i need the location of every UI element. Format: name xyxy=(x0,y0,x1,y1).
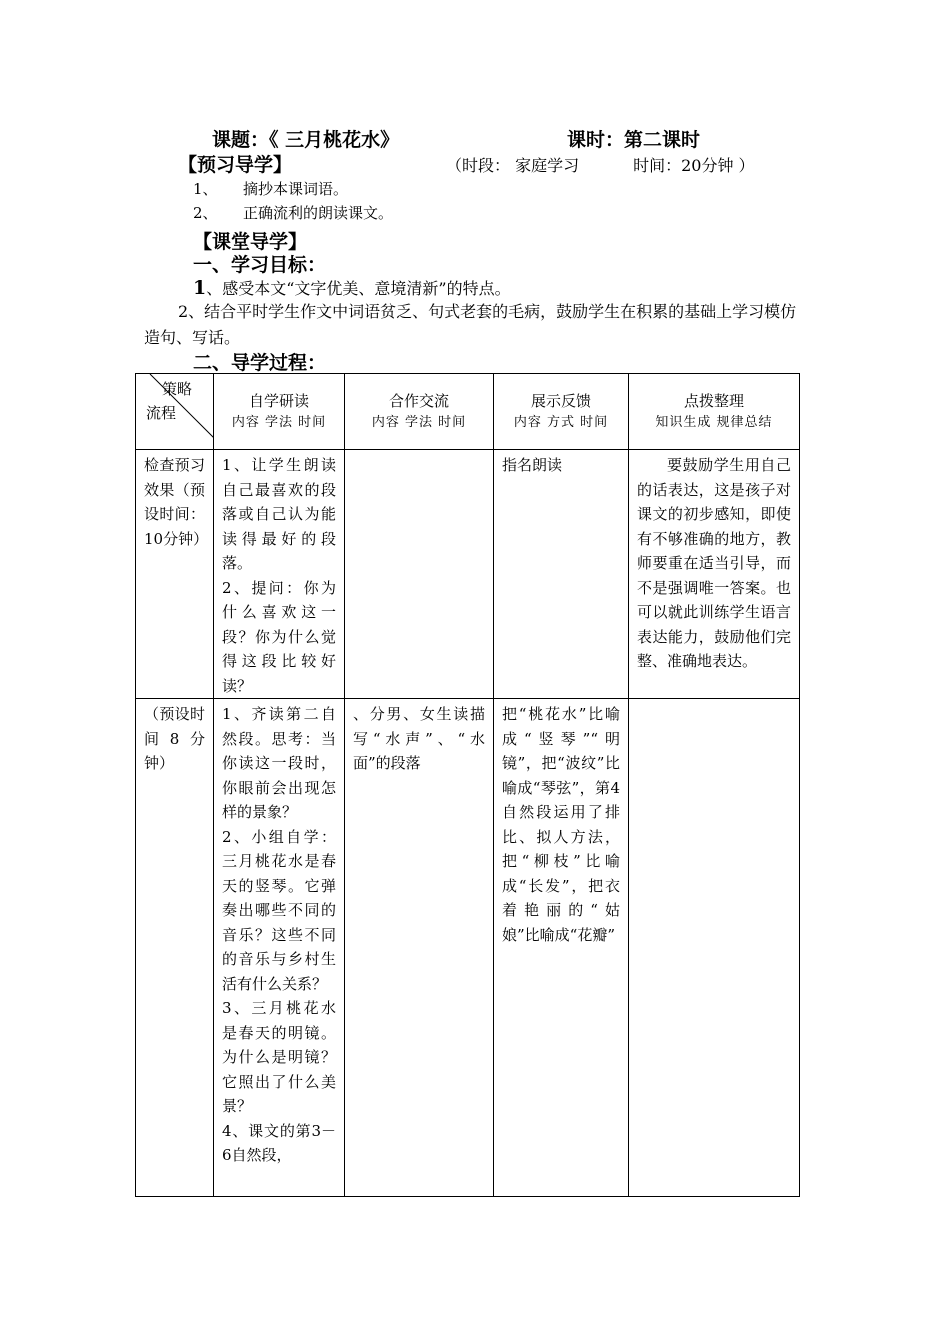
self-study-cell xyxy=(214,699,345,1197)
diagonal-header-bottom: 流程 xyxy=(146,404,177,422)
column-header xyxy=(494,374,629,450)
course-title: 课题：《 三月桃花水》 xyxy=(212,129,400,151)
summary-cell xyxy=(629,699,800,1197)
goal-number: 1 xyxy=(193,277,207,299)
task-text: 正确流利的朗读课文。 xyxy=(243,204,394,222)
summary-text xyxy=(629,699,799,702)
preview-meta xyxy=(446,153,755,176)
stage-text: 检查预习效果（预设时间：10分钟） xyxy=(144,456,209,548)
column-subtitle: 内容 学法 时间 xyxy=(231,414,327,430)
feedback-cell xyxy=(494,450,629,699)
summary-cell xyxy=(629,450,800,699)
diagonal-header-top: 策略 xyxy=(162,380,193,398)
table-header-row xyxy=(136,374,800,450)
table-row xyxy=(136,699,800,1197)
task-text: 摘抄本课词语。 xyxy=(243,180,349,198)
diagonal-header-cell xyxy=(136,374,214,450)
cooperation-text xyxy=(345,450,493,453)
self-study-item: 1、让学生朗读自己最喜欢的段落或自己认为能读得最好的段落。 xyxy=(222,456,336,572)
cooperation-cell xyxy=(345,450,494,699)
feedback-text: 指名朗读 xyxy=(502,456,563,474)
column-title: 点拨整理 xyxy=(683,391,744,410)
stage-text: （预设时间8分钟） xyxy=(144,705,205,772)
table-row xyxy=(136,450,800,699)
column-header xyxy=(345,374,494,450)
process-heading: 二、导学过程： xyxy=(193,352,327,374)
column-title: 自学研读 xyxy=(248,391,309,410)
title-line xyxy=(212,125,701,152)
course-period: 课时：第二课时 xyxy=(567,129,701,151)
self-study-cell xyxy=(214,450,345,699)
feedback-cell xyxy=(494,699,629,1197)
preview-task xyxy=(193,178,348,199)
summary-text: 要鼓励学生用自己的话表达，这是孩子对课文的初步感知，即使有不够准确的地方，教师要重在适当引导，而不是强调唯一答案。也可以就此训练学生语言表达能力，鼓励他们完整、准确地表达。 xyxy=(637,456,791,670)
goal-item xyxy=(193,276,511,299)
task-number: 2、 xyxy=(193,204,218,222)
column-subtitle: 内容 学法 时间 xyxy=(371,414,467,430)
column-title: 合作交流 xyxy=(388,391,449,410)
stage-cell xyxy=(136,699,214,1197)
column-title: 展示反馈 xyxy=(530,391,591,410)
task-number: 1、 xyxy=(193,180,218,198)
classroom-heading: 【课堂导学】 xyxy=(193,231,308,253)
self-study-item: 1、齐读第二自然段。思考：当你读这一段时，你眼前会出现怎样的景象？ xyxy=(222,705,336,821)
preview-time-segment: （时段： 家庭学习 xyxy=(446,156,580,175)
column-subtitle: 知识生成 规律总结 xyxy=(655,414,773,430)
goal-item: 2、结合平时学生作文中词语贫乏、句式老套的毛病，鼓励学生在积累的基础上学习模仿造句、写话。 xyxy=(144,302,797,347)
cooperation-text: 、分男、女生读描写“水声”、“水面”的段落 xyxy=(353,705,485,772)
stage-cell xyxy=(136,450,214,699)
goals-heading: 一、学习目标： xyxy=(193,254,327,276)
goal-text: 、感受本文“文字优美、意境清新”的特点。 xyxy=(206,279,511,298)
column-header xyxy=(629,374,800,450)
self-study-item: 2、提问：你为什么喜欢这一段？你为什么觉得这段比较好读？ xyxy=(222,578,336,695)
feedback-text: 把“桃花水”比喻成“竖琴”“明镜”，把“波纹”比喻成“琴弦”，第4自然段运用了排比、拟人方法，把“柳枝”比喻成“长发”，把衣着艳丽的“姑娘”比喻成“花瓣” xyxy=(502,705,620,944)
self-study-item: 4、课文的第3－6自然段， xyxy=(222,1121,336,1164)
column-header xyxy=(214,374,345,450)
self-study-item: 2、小组自学：三月桃花水是春天的竖琴。它弹奏出哪些不同的音乐？这些不同的音乐与乡村生活有什么关系？ xyxy=(222,827,336,993)
self-study-item: 3、三月桃花水是春天的明镜。为什么是明镜？它照出了什么美景？ xyxy=(222,999,336,1115)
process-table xyxy=(135,373,800,1197)
preview-task xyxy=(193,202,393,223)
preview-duration: 时间：20分钟 ） xyxy=(633,156,755,175)
column-subtitle: 内容 方式 时间 xyxy=(513,414,609,430)
preview-heading: 【预习导学】 xyxy=(178,154,293,176)
cooperation-cell xyxy=(345,699,494,1197)
